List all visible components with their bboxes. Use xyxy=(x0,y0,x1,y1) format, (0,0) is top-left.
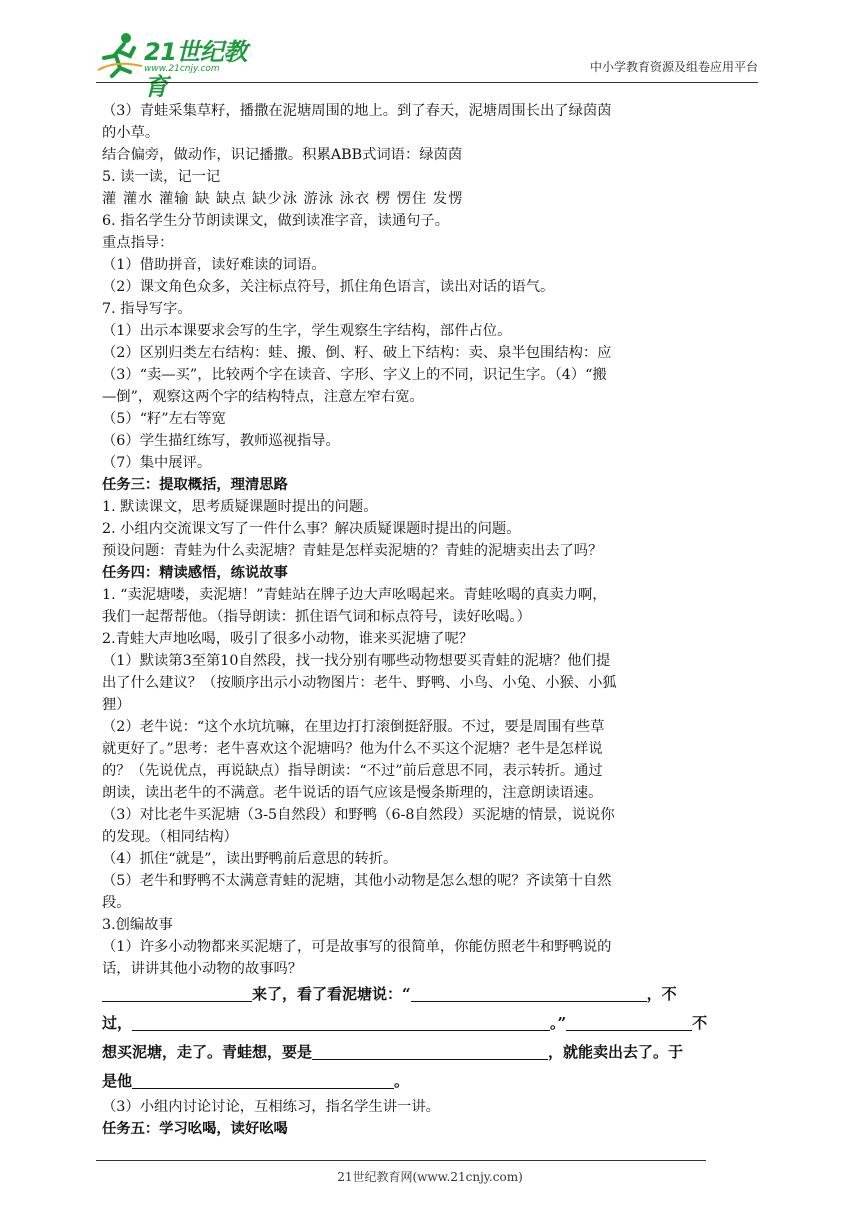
paragraph-lines xyxy=(102,100,758,980)
text-line: （4）抓住“就是”，读出野鸭前后意思的转折。 xyxy=(102,851,398,867)
text-line: 重点指导： xyxy=(102,235,174,251)
text-line: （2）区别归类左右结构：蛙、搬、倒、籽、破上下结构：卖、泉半包围结构：应 xyxy=(102,345,612,361)
fill-blank[interactable] xyxy=(411,985,647,1002)
logo-url: www.21cnjy.com xyxy=(144,64,220,74)
text-line: 灌 灌水 灌输 缺 缺点 缺少泳 游泳 泳衣 楞 愣住 发愣 xyxy=(102,191,464,207)
text-line: —倒”，观察这两个字的结构特点，注意左窄右宽。 xyxy=(102,389,424,405)
text-line: 出了什么建议？（按顺序出示小动物图片：老牛、野鸭、小鸟、小兔、小猴、小狐 xyxy=(102,675,617,691)
text-line: 1. “卖泥塘喽，卖泥塘！”青蛙站在牌子边大声吆喝起来。青蛙吆喝的真卖力啊， xyxy=(102,587,607,603)
fill-line xyxy=(102,980,758,1009)
fill-blank[interactable] xyxy=(132,1014,550,1031)
text-line: （1）借助拼音，读好难读的词语。 xyxy=(102,257,326,273)
fill-text: 。 xyxy=(394,1072,410,1090)
text-line: 2.青蛙大声地吆喝，吸引了很多小动物，谁来买泥塘了呢？ xyxy=(102,631,474,647)
fill-text: 过， xyxy=(102,1014,133,1032)
fill-blank[interactable] xyxy=(132,1072,394,1089)
runner-logo-icon xyxy=(96,30,144,78)
fill-text: 来了，看了看泥塘说：“ xyxy=(252,985,411,1003)
fill-line xyxy=(102,1067,758,1096)
text-line: 结合偏旁，做动作，识记播撒。积累ABB式词语：绿茵茵 xyxy=(102,147,463,163)
text-line: 的发现。（相同结构） xyxy=(102,829,238,845)
text-line: 朗读，读出老牛的不满意。老牛说话的语气应该是慢条斯理的，注意朗读语速。 xyxy=(102,785,603,801)
fill-text: 不 xyxy=(692,1014,708,1032)
text-line: （2）老牛说：“这个水坑坑嘛，在里边打打滚倒挺舒服。不过，要是周围有些草 xyxy=(102,719,605,735)
fill-line xyxy=(102,1009,758,1038)
text-line: 5. 读一读，记一记 xyxy=(102,169,221,185)
fill-text: 是他 xyxy=(102,1072,133,1090)
document-body xyxy=(102,100,758,1140)
text-line: 3.创编故事 xyxy=(102,917,173,933)
page-footer: 21世纪教育网(www.21cnjy.com) xyxy=(337,1170,523,1184)
section-heading: 任务五：学习吆喝，读好吆喝 xyxy=(102,1121,288,1137)
text-line: （3）小组内讨论讨论，互相练习，指名学生讲一讲。 xyxy=(102,1099,440,1115)
logo-text: 21世纪教育 xyxy=(144,38,247,101)
text-line: （3）“卖—买”，比较两个字在读音、字形、字义上的不同，识记生字。（4）“搬 xyxy=(102,367,607,383)
footer-divider xyxy=(96,1160,706,1161)
section-heading: 任务四：精读感悟，练说故事 xyxy=(102,565,288,581)
section-heading: 任务三：提取概括，理清思路 xyxy=(102,477,288,493)
text-line: （1）许多小动物都来买泥塘了，可是故事写的很简单，你能仿照老牛和野鸭说的 xyxy=(102,939,612,955)
fill-text: 。” xyxy=(550,1014,567,1032)
fill-line xyxy=(102,1038,758,1067)
text-line: 我们一起帮帮他。（指导朗读：抓住语气词和标点符号，读好吆喝。） xyxy=(102,609,531,625)
text-line: （3）对比老牛买泥塘（3-5自然段）和野鸭（6-8自然段）买泥塘的情景，说说你 xyxy=(102,807,615,823)
text-line: 就更好了。”思考：老牛喜欢这个泥塘吗？他为什么不买这个泥塘？老牛是怎样说 xyxy=(102,741,603,757)
page-header xyxy=(96,28,758,101)
text-line: 6. 指名学生分节朗读课文，做到读准字音，读通句子。 xyxy=(102,213,450,229)
text-line: 预设问题：青蛙为什么卖泥塘？青蛙是怎样卖泥塘的？青蛙的泥塘卖出去了吗？ xyxy=(102,543,603,559)
text-line: （7）集中展评。 xyxy=(102,455,212,471)
text-line: 2. 小组内交流课文写了一件什么事？解决质疑课题时提出的问题。 xyxy=(102,521,521,537)
text-line: 段。 xyxy=(102,895,131,911)
text-line: （5）老牛和野鸭不太满意青蛙的泥塘，其他小动物是怎么想的呢？齐读第十自然 xyxy=(102,873,612,889)
text-line: （5）“籽”左右等宽 xyxy=(102,411,226,427)
text-line: 1. 默读课文，思考质疑课题时提出的问题。 xyxy=(102,499,378,515)
fill-text: ，不 xyxy=(646,985,677,1003)
text-line: 狸） xyxy=(102,697,131,713)
text-line: （2）课文角色众多，关注标点符号，抓住角色语言，读出对话的语气。 xyxy=(102,279,555,295)
text-line: 7. 指导写字。 xyxy=(102,301,192,317)
paragraph-lines-after xyxy=(102,1096,758,1140)
logo xyxy=(96,28,266,101)
fill-blank[interactable] xyxy=(566,1014,692,1031)
text-line: 的小草。 xyxy=(102,125,160,141)
fill-blank[interactable] xyxy=(312,1043,548,1060)
fill-blank[interactable] xyxy=(102,985,252,1002)
text-line: 的？（先说优点，再说缺点）指导朗读：“不过”前后意思不同，表示转折。通过 xyxy=(102,763,603,779)
text-line: （1）默读第3至第10自然段，找一找分别有哪些动物想要买青蛙的泥塘？他们提 xyxy=(102,653,611,669)
text-line: （3）青蛙采集草籽，播撒在泥塘周围的地上。到了春天，泥塘周围长出了绿茵茵 xyxy=(102,103,612,119)
fill-text: ，就能卖出去了。于 xyxy=(548,1043,684,1061)
story-fill-exercise xyxy=(102,980,758,1096)
text-line: （1）出示本课要求会写的生字，学生观察生字结构，部件占位。 xyxy=(102,323,512,339)
header-tagline: 中小学教育资源及组卷应用平台 xyxy=(589,60,758,74)
header-divider xyxy=(96,82,758,83)
text-line: （6）学生描红练写，教师巡视指导。 xyxy=(102,433,340,449)
text-line: 话，讲讲其他小动物的故事吗？ xyxy=(102,961,303,977)
fill-text: 想买泥塘，走了。青蛙想，要是 xyxy=(102,1043,313,1061)
